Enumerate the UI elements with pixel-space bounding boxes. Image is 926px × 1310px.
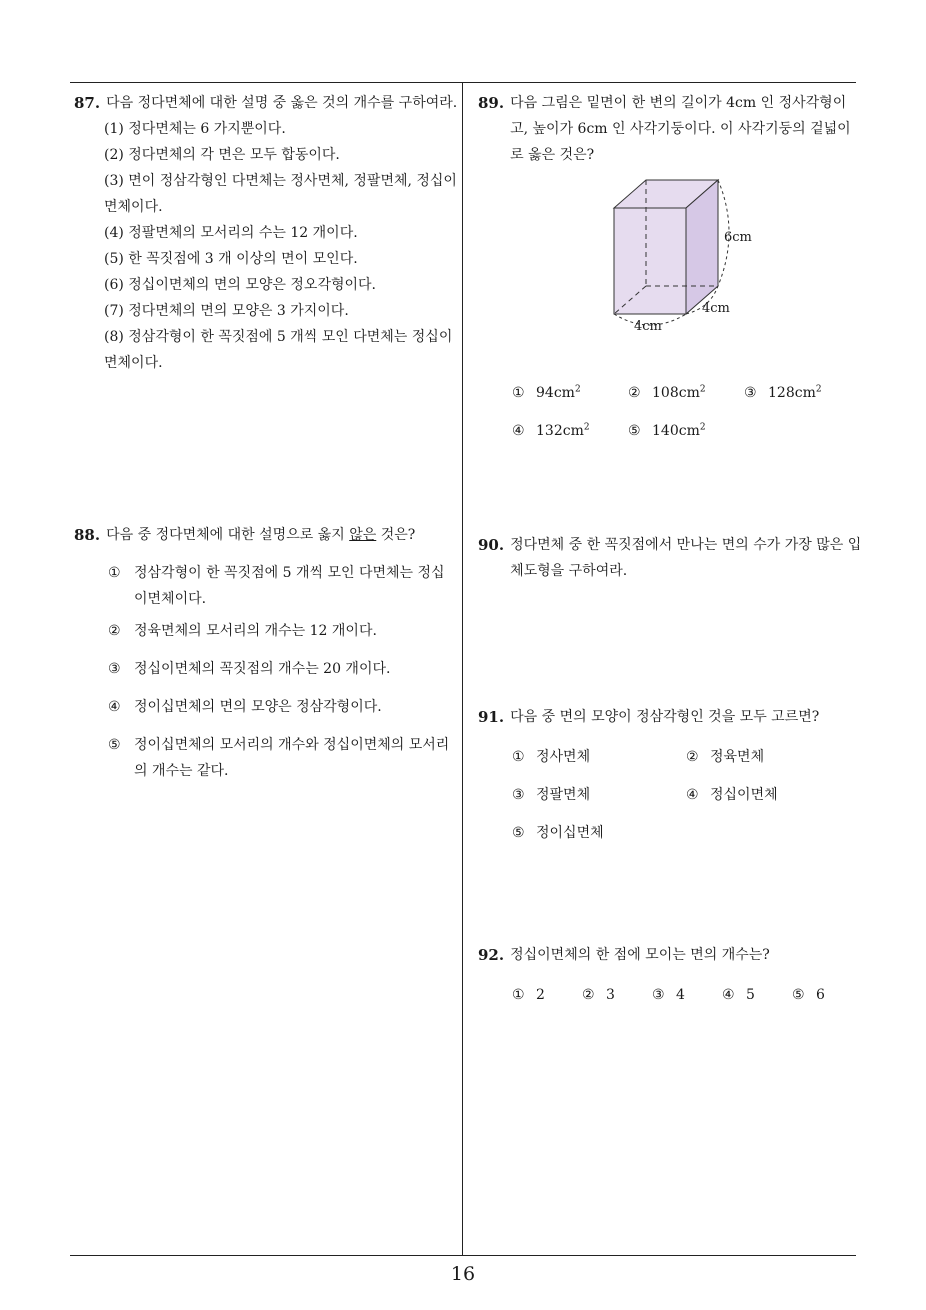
choice-mark: ④ — [686, 787, 699, 803]
choice-2[interactable] — [686, 744, 860, 770]
choice-3[interactable] — [652, 982, 722, 1008]
choice-mark: ② — [686, 749, 699, 765]
bottom-rule — [70, 1255, 856, 1256]
choice-mark: ③ — [744, 385, 757, 401]
question-89 — [478, 90, 862, 168]
choice-5[interactable] — [512, 820, 686, 846]
question-88 — [74, 522, 458, 784]
choice-mark: ④ — [512, 423, 525, 439]
width-label: 4cm — [634, 319, 662, 334]
choice-4[interactable] — [722, 982, 792, 1008]
choice-text: $94cm^2$ — [536, 384, 581, 401]
question-89-choices — [478, 380, 862, 444]
height-label: 6cm — [724, 230, 752, 245]
prism-diagram — [600, 172, 770, 342]
choice-5[interactable] — [628, 418, 744, 444]
statement-4: (4) 정팔면체의 모서리의 수는 12 개이다. — [104, 225, 358, 241]
choice-mark: ② — [582, 987, 595, 1003]
choice-1[interactable] — [512, 982, 582, 1008]
choice-mark: ① — [512, 749, 525, 765]
depth-label: 4cm — [702, 301, 730, 316]
choice-text: 정이십면체의 면의 모양은 정삼각형이다. — [134, 699, 382, 715]
choice-4[interactable] — [686, 782, 860, 808]
choice-text: $108cm^2$ — [652, 384, 706, 401]
question-prompt: 다음 중 정다면체에 대한 설명으로 옳지 않은 것은? — [106, 527, 416, 543]
question-prompt: 다음 그림은 밑면이 한 변의 길이가 4cm 인 정사각형이고, 높이가 6cm 인 사각기둥이다. 이 사각기둥의 겉넓이로 옳은 것은? — [510, 95, 851, 163]
statement-3: (3) 면이 정삼각형인 다면체는 정사면체, 정팔면체, 정십이면체이다. — [104, 173, 457, 215]
statement-6: (6) 정십이면체의 면의 모양은 정오각형이다. — [104, 277, 376, 293]
prism-front-face — [614, 208, 686, 314]
top-rule — [70, 82, 856, 83]
choice-1[interactable] — [512, 744, 686, 770]
question-prompt: 다음 중 면의 모양이 정삼각형인 것을 모두 고르면? — [510, 709, 820, 725]
choice-text: 2 — [536, 987, 545, 1003]
question-prompt: 정십이면체의 한 점에 모이는 면의 개수는? — [510, 947, 770, 963]
choice-mark: ② — [108, 623, 121, 639]
statement-7: (7) 정다면체의 면의 모양은 3 가지이다. — [104, 303, 349, 319]
choice-text: 6 — [816, 987, 825, 1003]
choice-5[interactable] — [108, 732, 458, 784]
choice-text: 정사면체 — [536, 749, 591, 765]
choice-text: 정육면체 — [710, 749, 765, 765]
choice-mark: ① — [512, 385, 525, 401]
choice-text: $128cm^2$ — [768, 384, 822, 401]
question-90 — [478, 532, 862, 584]
choice-5[interactable] — [792, 982, 852, 1008]
choice-1[interactable] — [512, 380, 628, 406]
choice-mark: ⑤ — [108, 737, 121, 753]
choice-text: 정십이면체의 꼭짓점의 개수는 20 개이다. — [134, 661, 391, 677]
statement-5: (5) 한 꼭짓점에 3 개 이상의 면이 모인다. — [104, 251, 358, 267]
emphasis-underline: 않은 — [349, 527, 377, 543]
choice-text: 5 — [746, 987, 755, 1003]
question-number: 88. — [74, 526, 101, 544]
rectangular-prism-figure — [600, 172, 770, 342]
choice-mark: ⑤ — [792, 987, 805, 1003]
question-number: 89. — [478, 94, 505, 112]
choice-text: 정이십면체의 모서리의 개수와 정십이면체의 모서리의 개수는 같다. — [134, 737, 450, 779]
choice-text: 정십이면체 — [710, 787, 778, 803]
statement-2: (2) 정다면체의 각 면은 모두 합동이다. — [104, 147, 340, 163]
choice-mark: ③ — [652, 987, 665, 1003]
choice-4[interactable] — [512, 418, 628, 444]
statement-8: (8) 정삼각형이 한 꼭짓점에 5 개씩 모인 다면체는 정십이면체이다. — [104, 329, 453, 371]
choice-mark: ③ — [108, 661, 121, 677]
question-number: 91. — [478, 708, 505, 726]
choice-text: $140cm^2$ — [652, 422, 706, 439]
choice-mark: ① — [512, 987, 525, 1003]
question-prompt: 다음 정다면체에 대한 설명 중 옳은 것의 개수를 구하여라. — [106, 95, 458, 111]
choice-3[interactable] — [744, 380, 860, 406]
question-92 — [478, 942, 862, 1008]
choice-text: 정삼각형이 한 꼭짓점에 5 개씩 모인 다면체는 정십이면체이다. — [134, 565, 445, 607]
choice-3[interactable] — [108, 656, 458, 682]
choice-text: $132cm^2$ — [536, 422, 590, 439]
choice-2[interactable] — [628, 380, 744, 406]
choice-mark: ⑤ — [512, 825, 525, 841]
statement-1: (1) 정다면체는 6 가지뿐이다. — [104, 121, 286, 137]
choice-3[interactable] — [512, 782, 686, 808]
choice-text: 정육면체의 모서리의 개수는 12 개이다. — [134, 623, 377, 639]
page-number: 16 — [450, 1263, 476, 1285]
choice-mark: ③ — [512, 787, 525, 803]
choice-2[interactable] — [108, 618, 458, 644]
choice-2[interactable] — [582, 982, 652, 1008]
question-number: 92. — [478, 946, 505, 964]
choice-text: 정팔면체 — [536, 787, 591, 803]
question-87 — [74, 90, 458, 376]
question-number: 87. — [74, 94, 101, 112]
choice-text: 정이십면체 — [536, 825, 604, 841]
choice-mark: ② — [628, 385, 641, 401]
choice-mark: ④ — [108, 699, 121, 715]
question-prompt: 정다면체 중 한 꼭짓점에서 만나는 면의 수가 가장 많은 입체도형을 구하여라. — [510, 537, 862, 579]
column-divider — [462, 82, 463, 1256]
choice-text: 4 — [676, 987, 685, 1003]
choice-mark: ⑤ — [628, 423, 641, 439]
choice-mark: ① — [108, 565, 121, 581]
choice-4[interactable] — [108, 694, 458, 720]
choice-mark: ④ — [722, 987, 735, 1003]
choice-text: 3 — [606, 987, 615, 1003]
choice-1[interactable] — [108, 560, 458, 612]
question-number: 90. — [478, 536, 505, 554]
question-91 — [478, 704, 862, 846]
